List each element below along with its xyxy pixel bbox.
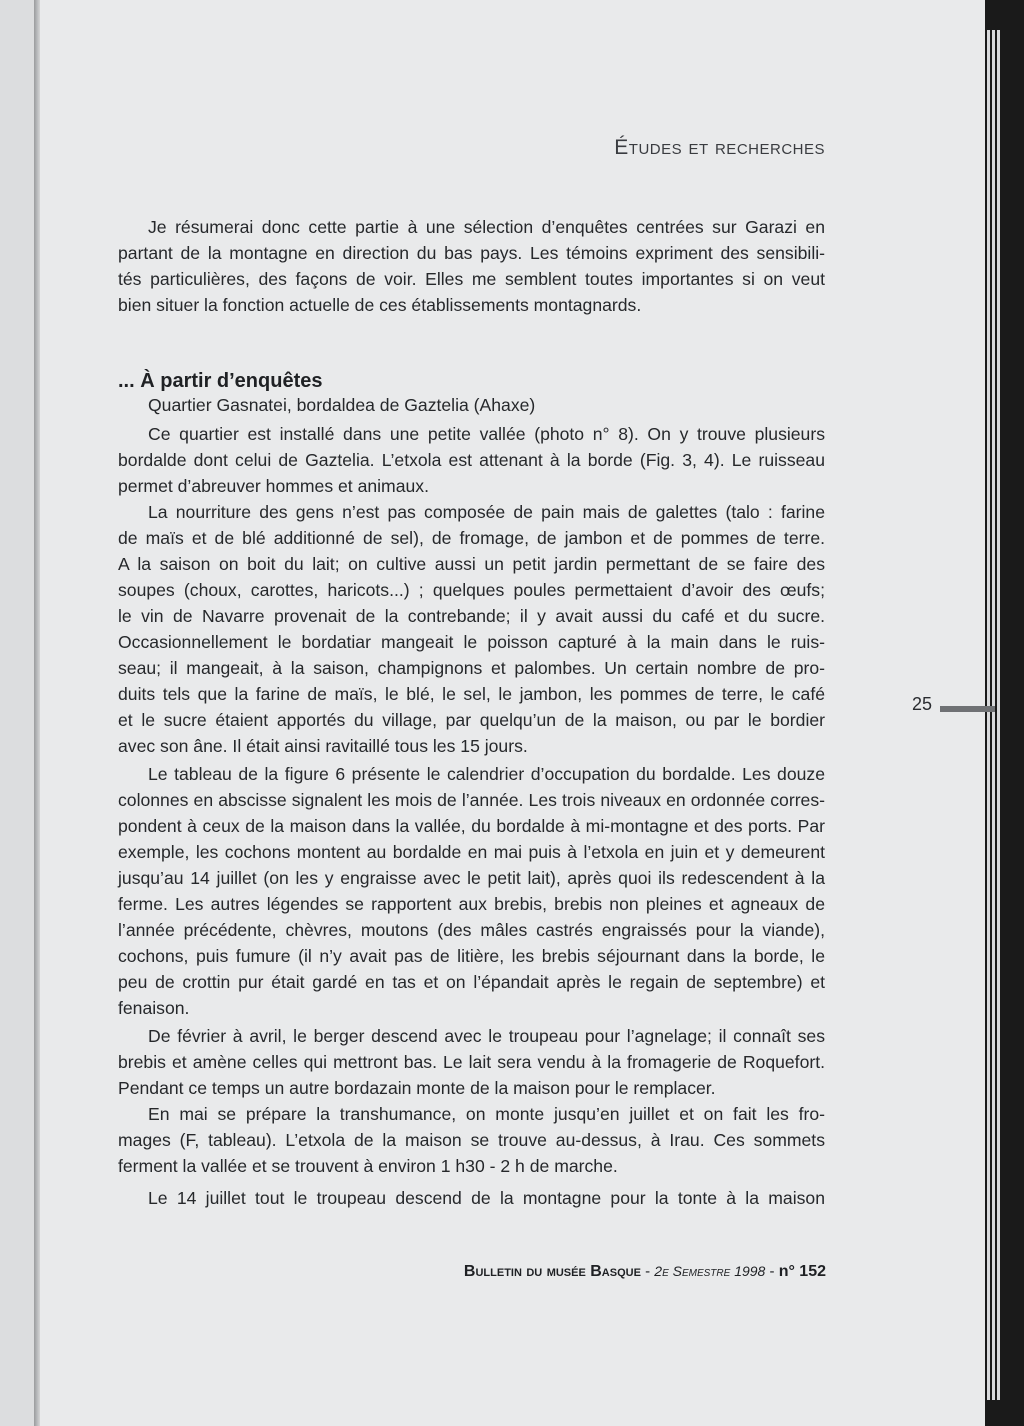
text-line: duits tels que la farine de maïs, le blé, le sel, le jambon, les pommes de terre, le café (118, 684, 825, 704)
text-line: jusqu’au 14 juillet (on les y engraisse avec le petit lait), après quoi ils redescendent à la (118, 868, 825, 888)
text-line: La nourriture des gens n’est pas composée de pain mais de galettes (talo : farine (148, 502, 825, 522)
text-line: peu de crottin pur était gardé en tas et on l’épandait après le regain de septembre) et (118, 972, 825, 992)
text-line: brebis et amène celles qui mettront bas. Le lait sera vendu à la fromagerie de Roquefort. (118, 1052, 825, 1072)
text-line: Le tableau de la figure 6 présente le calendrier d’occupation du bordalde. Les douze (148, 764, 825, 784)
text-line: De février à avril, le berger descend avec le troupeau pour l’agnelage; il connaît ses (148, 1026, 825, 1046)
paragraph (118, 499, 825, 759)
text-line: fenaison. (118, 998, 190, 1018)
text-line: bien situer la fonction actuelle de ces établissements montagnards. (118, 295, 642, 315)
section-heading: ... À partir d’enquêtes (118, 370, 323, 392)
page-edge (997, 30, 1000, 1400)
text-line: permet d’abreuver hommes et animaux. (118, 476, 429, 496)
text-line: colonnes en abscisse signalent les mois de l’année. Les trois niveaux en ordonnée corres- (118, 790, 825, 810)
text-line: Le 14 juillet tout le troupeau descend de la montagne pour la tonte à la maison (148, 1188, 825, 1208)
paragraph (118, 1185, 825, 1211)
text-line: Ce quartier est installé dans une petite vallée (photo n° 8). On y trouve plusieurs (148, 424, 825, 444)
page-edge (987, 30, 990, 1400)
text-line: partant de la montagne en direction du bas pays. Les témoins expriment des sensibili- (118, 243, 825, 263)
text-line: mages (F, tableau). L’etxola de la maison se trouve au-dessus, à Irau. Ces sommets (118, 1130, 825, 1150)
subheading: Quartier Gasnatei, bordaldea de Gaztelia (Ahaxe) (148, 395, 536, 415)
text-line: l’année précédente, chèvres, moutons (des mâles castrés engraissés pour la viande), (118, 920, 825, 940)
text-line: A la saison on boit du lait; on cultive aussi un petit jardin permettant de se faire des (118, 554, 825, 574)
text-line: Pendant ce temps un autre bordazain monte de la maison pour le remplacer. (118, 1078, 716, 1098)
paragraph-intro (118, 214, 825, 318)
text-line: bordalde dont celui de Gaztelia. L’etxola est attenant à la borde (Fig. 3, 4). Le ruisseau (118, 450, 825, 470)
text-line: pondent à ceux de la maison dans la vallée, du bordalde à mi-montagne et des ports. Par (118, 816, 825, 836)
paragraph (118, 761, 825, 1021)
footer-title: Bulletin du musée Basque (463, 1263, 641, 1280)
page-edge (992, 30, 995, 1400)
text-line: de maïs et de blé additionné de sel), de fromage, de jambon et de pommes de terre. (118, 528, 825, 548)
running-head: Études et recherches (614, 136, 825, 159)
text-line: seau; il mangeait, à la saison, champignons et palombes. Un certain nombre de pro- (118, 658, 825, 678)
footer-semester: 2e Semestre 1998 (654, 1263, 766, 1279)
footer-separator: - (640, 1263, 655, 1280)
text-line: Occasionnellement le bordatiar mangeait le poisson capturé à la main dans le ruis- (118, 632, 825, 652)
text-line: tés particulières, des façons de voir. Elles me semblent toutes importantes si on veut (118, 269, 825, 289)
paragraph (118, 1101, 825, 1179)
paragraph (118, 1023, 825, 1101)
text-line: soupes (choux, carottes, haricots...) ; quelques poules permettaient d’avoir des œufs; (118, 580, 825, 600)
text-line: cochons, puis fumure (il n’y avait pas de litière, les brebis séjournant dans la borde, le (118, 946, 825, 966)
text-line: En mai se prépare la transhumance, on monte jusqu’en juillet et on fait les fro- (148, 1104, 825, 1124)
page-number: 25 (912, 694, 933, 714)
footer-issue: n° 152 (778, 1263, 826, 1280)
text-line: avec son âne. Il était ainsi ravitaillé tous les 15 jours. (118, 736, 528, 756)
page-number-tab (940, 706, 995, 712)
footer-separator: - (765, 1263, 779, 1280)
text-line: exemple, les cochons montent au bordalde en mai puis à l’etxola en juin et y demeurent (118, 842, 825, 862)
paragraph (118, 421, 825, 499)
text-line: le vin de Navarre provenait de la contrebande; il y avait aussi du café et du sucre. (118, 606, 825, 626)
text-line: ferme. Les autres légendes se rapportent aux brebis, brebis non pleines et agneaux de (118, 894, 825, 914)
text-line: et le sucre étaient apportés du village, par quelqu’un de la maison, ou par le bordier (118, 710, 825, 730)
footer (456, 1263, 826, 1281)
text-line: ferment la vallée et se trouvent à environ 1 h30 - 2 h de marche. (118, 1156, 618, 1176)
text-line: Je résumerai donc cette partie à une sélection d’enquêtes centrées sur Garazi en (148, 217, 825, 237)
